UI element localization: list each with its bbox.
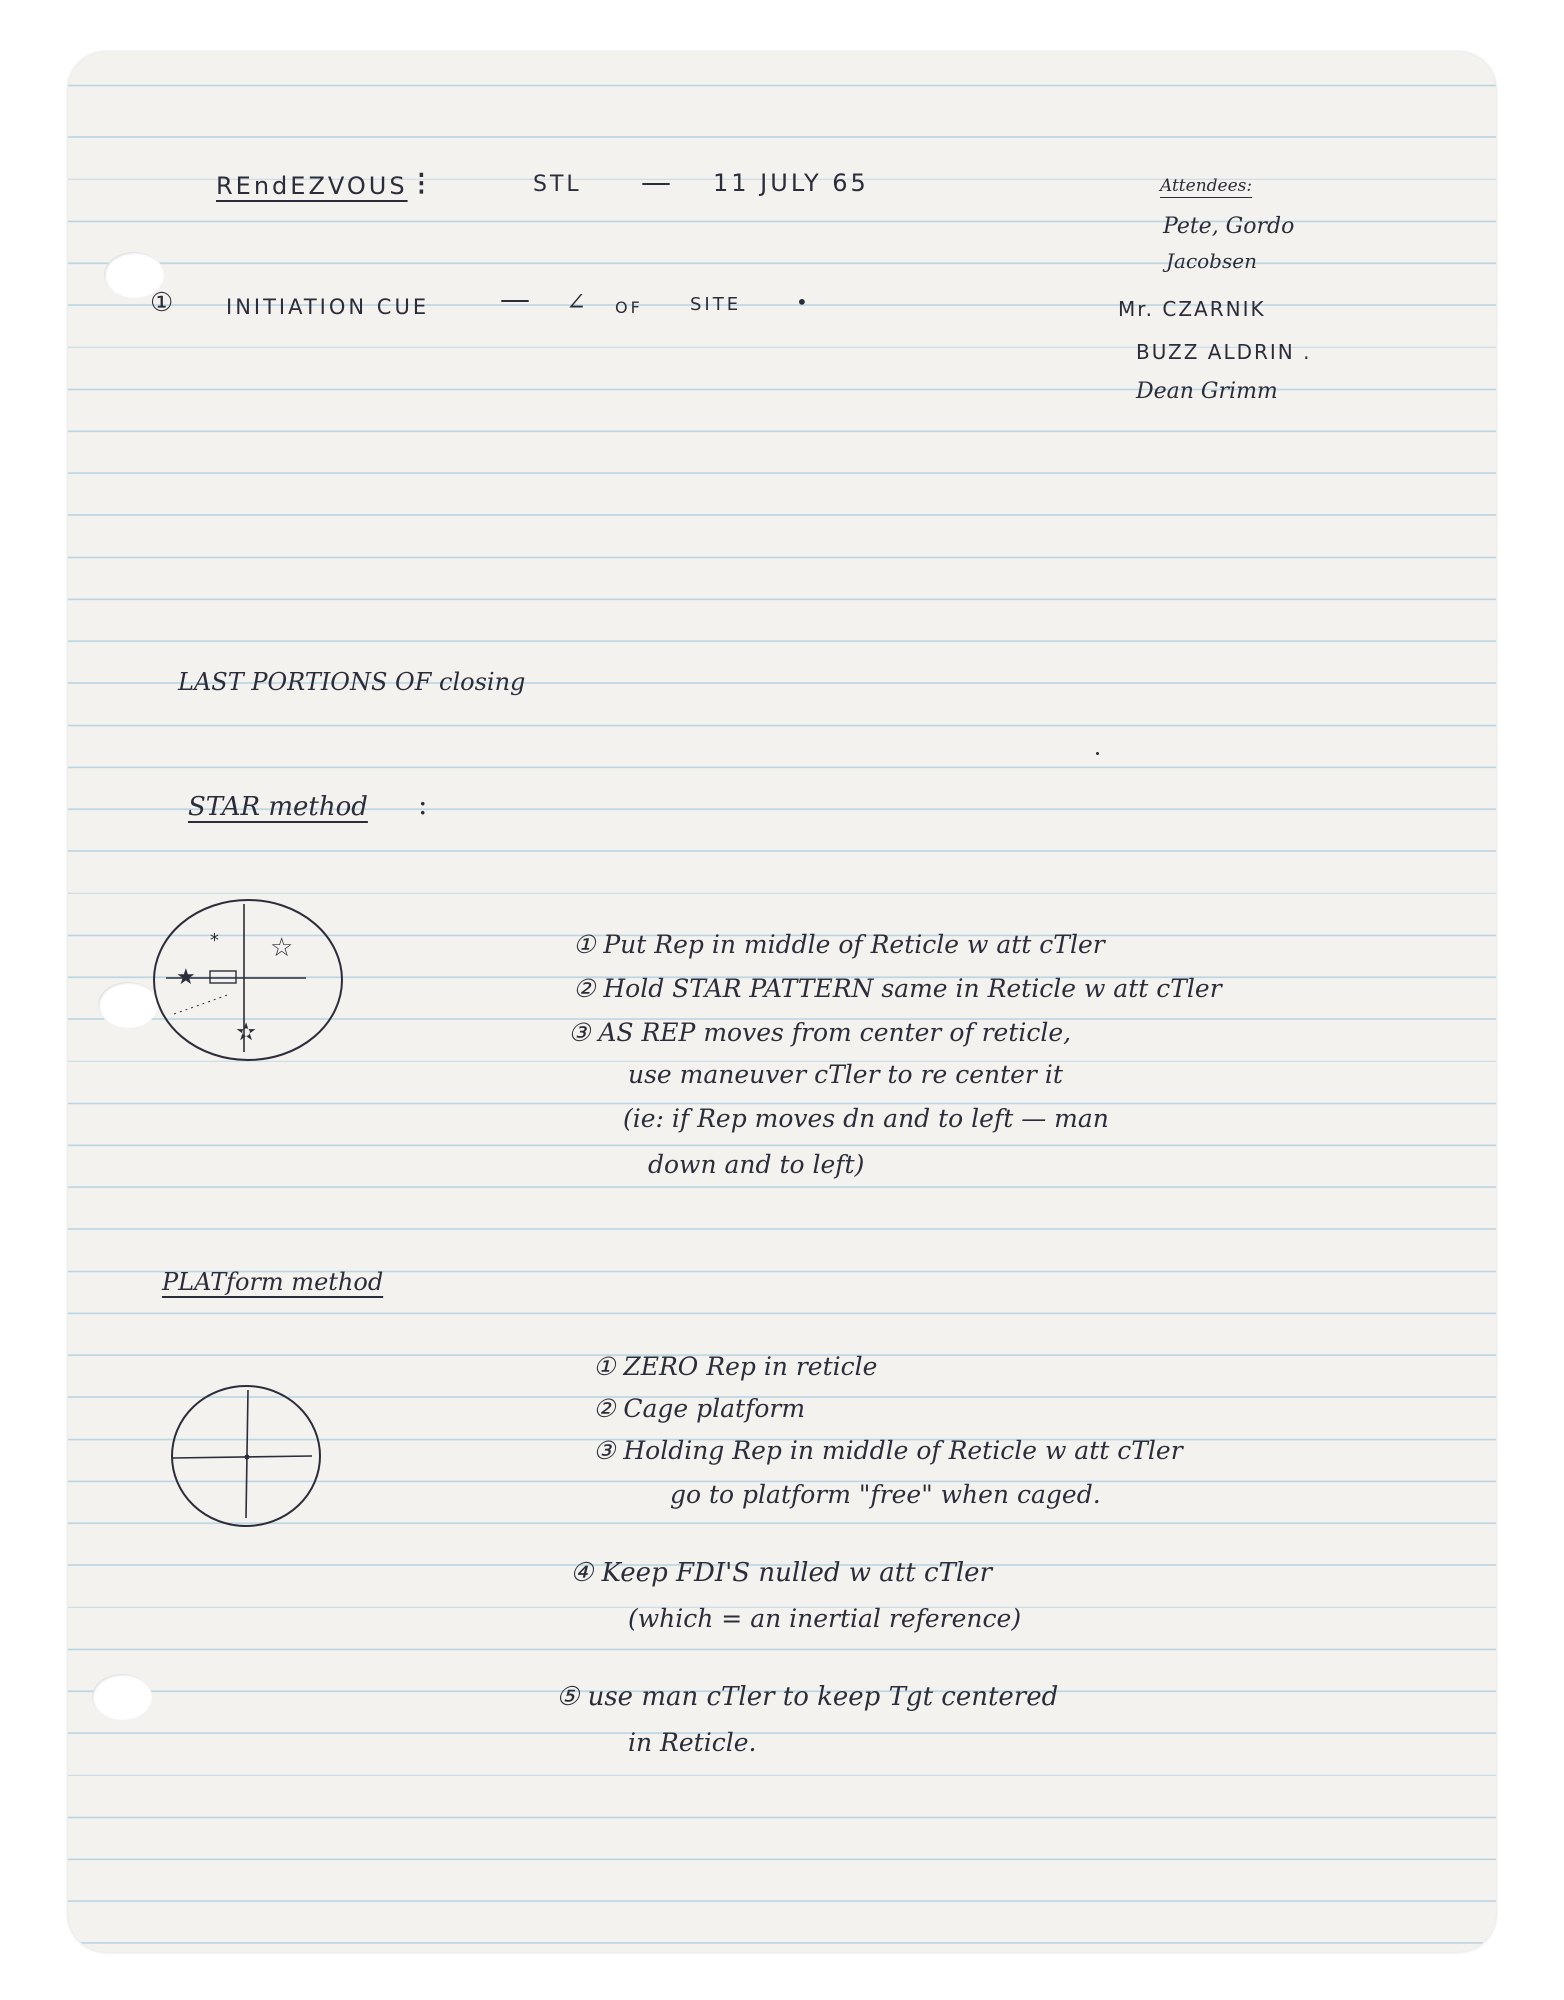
attendees-heading: Attendees: xyxy=(1160,176,1253,196)
attendee-line: BUZZ ALDRIN . xyxy=(1136,340,1312,364)
item-number: ① xyxy=(150,288,174,318)
star-step: down and to left) xyxy=(648,1150,865,1179)
star-step: ① Put Rep in middle of Reticle w att cTler xyxy=(573,930,1105,959)
last-portions-heading: LAST PORTIONS OF closing xyxy=(178,668,526,696)
angle-symbol: ∠ xyxy=(566,288,587,316)
note-location: STL xyxy=(533,172,582,197)
initiation-cue-text: INITIATION CUE xyxy=(226,295,430,319)
star-step: ② Hold STAR PATTERN same in Reticle w att cTler xyxy=(573,974,1222,1003)
platform-step: ① ZERO Rep in reticle xyxy=(593,1352,878,1381)
item1-dash: — xyxy=(500,282,530,317)
platform-step: (which = an inertial reference) xyxy=(628,1604,1022,1633)
notebook-page xyxy=(68,52,1496,1952)
ink-dot xyxy=(1096,752,1099,755)
attendee-line: Pete, Gordo xyxy=(1163,214,1295,239)
svg-text:☆: ☆ xyxy=(270,933,294,963)
site-text: SITE xyxy=(690,294,742,315)
star-step: (ie: if Rep moves dn and to left — man xyxy=(623,1104,1109,1133)
header-dash: — xyxy=(641,165,671,200)
note-title: REndEZVOUS xyxy=(216,172,408,200)
svg-text:✫: ✫ xyxy=(236,1018,257,1046)
attendee-line: Dean Grimm xyxy=(1136,379,1278,404)
platform-step: ③ Holding Rep in middle of Reticle w att cTler xyxy=(593,1436,1183,1465)
note-date: 11 JULY 65 xyxy=(713,169,869,197)
star-step: ③ AS REP moves from center of reticle, xyxy=(568,1018,1072,1047)
platform-step: ⑤ use man cTler to keep Tgt centered xyxy=(556,1682,1059,1712)
star-method-colon: : xyxy=(418,788,428,821)
attendee-line: Mr. CZARNIK xyxy=(1118,297,1266,321)
svg-text:★: ★ xyxy=(176,965,196,990)
platform-step: go to platform "free" when caged. xyxy=(670,1480,1101,1509)
svg-text:*: * xyxy=(210,930,219,951)
binder-hole-bottom xyxy=(92,1674,152,1720)
platform-step: in Reticle. xyxy=(628,1728,757,1757)
platform-step: ② Cage platform xyxy=(593,1394,806,1423)
platform-method-sketch xyxy=(166,1378,336,1538)
platform-method-heading: PLATform method xyxy=(162,1268,384,1296)
item1-dot: • xyxy=(796,290,808,314)
of-text: OF xyxy=(615,298,643,317)
star-method-sketch xyxy=(148,894,358,1064)
attendee-line: Jacobsen xyxy=(1166,249,1257,273)
title-mark: ⁝ xyxy=(416,164,427,204)
star-step: use maneuver cTler to re center it xyxy=(628,1060,1063,1089)
star-method-heading: STAR method xyxy=(188,792,368,822)
platform-step: ④ Keep FDI'S nulled w att cTler xyxy=(570,1558,992,1588)
